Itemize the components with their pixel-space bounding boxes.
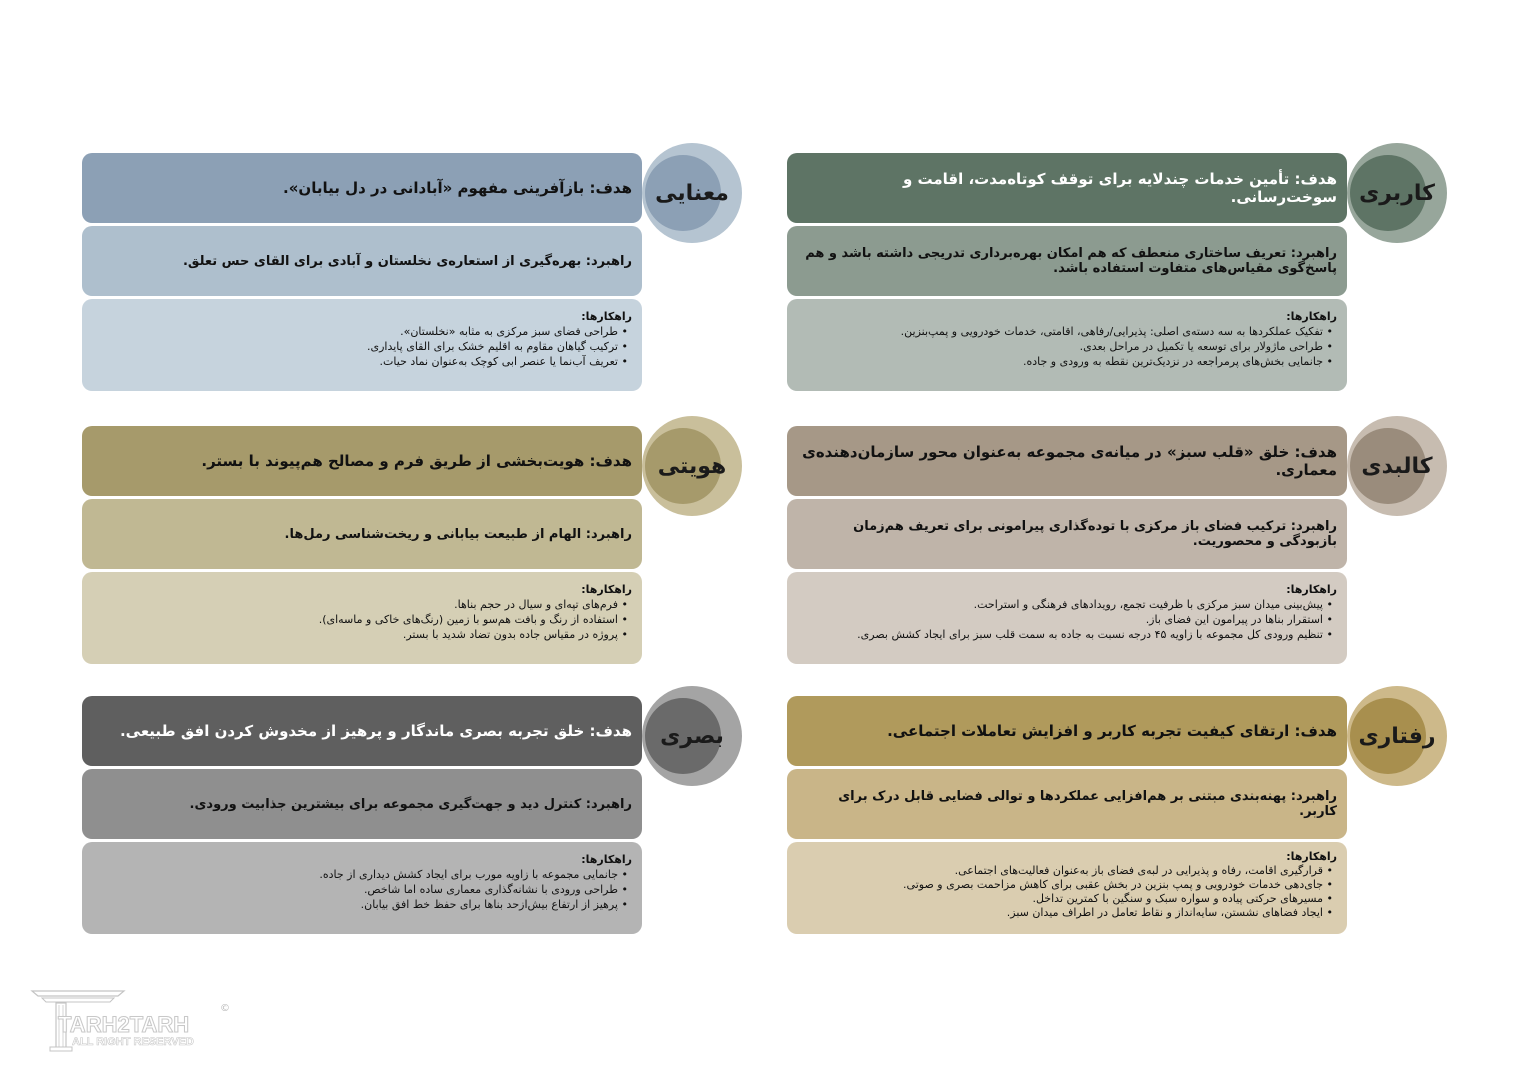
solution-item: • قرارگیری اقامت، رفاه و پذیرایی در لبه‌ی فضای باز به‌عنوان فعالیت‌های اجتماعی.	[797, 864, 1323, 878]
solutions-title: راهکارها:	[1286, 310, 1337, 323]
card-karbari	[787, 153, 1447, 393]
watermark-logo	[28, 985, 238, 1055]
solutions-bar	[82, 572, 642, 664]
solution-item: • جانمایی مجموعه با زاویه مورب برای ایجاد کشش دیداری از جاده.	[92, 867, 618, 882]
strategy-text: راهبرد: کنترل دید و جهت‌گیری مجموعه برای بیشترین جذابیت ورودی.	[189, 796, 632, 812]
solutions-list	[92, 597, 632, 642]
card-label: بصری	[660, 723, 724, 749]
solution-item: • استفاده از رنگ و بافت هم‌سو با زمین (رنگ‌های خاکی و ماسه‌ای).	[92, 612, 618, 627]
strategy-bar	[787, 226, 1347, 296]
goal-text: هدف: بازآفرینی مفهوم «آبادانی در دل بیابان».	[283, 179, 632, 197]
solution-item: • تنظیم ورودی کل مجموعه با زاویه ۴۵ درجه نسبت به جاده به سمت قلب سبز برای ایجاد کشش بصری.	[797, 627, 1323, 642]
solution-item: • ایجاد فضاهای نشستن، سایه‌انداز و نقاط تعامل در اطراف میدان سبز.	[797, 906, 1323, 920]
strategy-text: راهبرد: ترکیب فضای باز مرکزی با توده‌گذاری پیرامونی برای تعریف هم‌زمان بازبودگی و محصوریت.	[853, 519, 1337, 549]
solutions-bar	[787, 842, 1347, 934]
card-label: هویتی	[657, 453, 727, 479]
strategy-bar	[787, 499, 1347, 569]
logo-tagline: ALL RIGHT RESERVED	[72, 1036, 194, 1048]
solutions-bar	[82, 842, 642, 934]
solution-item: • مسیرهای حرکتی پیاده و سواره سبک و سنگین با کمترین تداخل.	[797, 892, 1323, 906]
copyright-mark: ©	[220, 1003, 230, 1014]
card-label: رفتاری	[1358, 723, 1436, 749]
solutions-bar	[787, 572, 1347, 664]
solution-item: • پرهیز از ارتفاع بیش‌ازحد بناها برای حفظ خط افق بیابان.	[92, 897, 618, 912]
card-manaei	[82, 153, 742, 393]
goal-bar	[787, 426, 1347, 496]
solution-item: • جانمایی بخش‌های پرمراجعه در نزدیک‌ترین نقطه به ورودی و جاده.	[797, 354, 1323, 369]
logo-name: TARH2TARH	[58, 1012, 190, 1037]
solutions-title: راهکارها:	[1286, 850, 1337, 863]
solutions-list	[797, 597, 1337, 642]
strategy-text: راهبرد: پهنه‌بندی مبتنی بر هم‌افزایی عملکردها و توالی فضایی قابل درک برای کاربر.	[838, 789, 1337, 819]
solution-item: • ترکیب گیاهان مقاوم به اقلیم خشک برای القای پایداری.	[92, 339, 618, 354]
goal-bar	[787, 696, 1347, 766]
strategy-bar	[787, 769, 1347, 839]
card-hoviyati	[82, 426, 742, 666]
solutions-title: راهکارها:	[1286, 583, 1337, 596]
strategy-bar	[82, 226, 642, 296]
strategy-text: راهبرد: الهام از طبیعت بیابانی و ریخت‌شناسی رمل‌ها.	[284, 526, 632, 542]
strategy-text: راهبرد: تعریف ساختاری منعطف که هم امکان بهره‌برداری تدریجی داشته باشد و هم پاسخ‌گوی مقیاس‌های متفاوت استفاده باشد.	[805, 246, 1337, 276]
solutions-bar	[82, 299, 642, 391]
solution-item: • فرم‌های تپه‌ای و سیال در حجم بناها.	[92, 597, 618, 612]
card-basari	[82, 696, 742, 936]
solutions-bar	[787, 299, 1347, 391]
solutions-list	[797, 864, 1337, 920]
card-label: معنایی	[655, 180, 729, 206]
goal-text: هدف: تأمین خدمات چندلایه برای توقف کوتاه‌مدت، اقامت و سوخت‌رسانی.	[902, 170, 1337, 206]
goal-text: هدف: هویت‌بخشی از طریق فرم و مصالح هم‌پیوند با بستر.	[201, 452, 632, 470]
strategy-bar	[82, 769, 642, 839]
strategy-bar	[82, 499, 642, 569]
card-kalbadi	[787, 426, 1447, 666]
solution-item: • طراحی ماژولار برای توسعه یا تکمیل در مراحل بعدی.	[797, 339, 1323, 354]
strategy-text: راهبرد: بهره‌گیری از استعاره‌ی نخلستان و آبادی برای القای حس تعلق.	[182, 253, 632, 269]
goal-text: هدف: ارتقای کیفیت تجربه کاربر و افزایش تعاملات اجتماعی.	[887, 722, 1337, 740]
solutions-list	[92, 867, 632, 912]
solution-item: • استقرار بناها در پیرامون این فضای باز.	[797, 612, 1323, 627]
card-label: کالبدی	[1361, 453, 1433, 479]
goal-bar	[82, 696, 642, 766]
solutions-list	[92, 324, 632, 369]
goal-text: هدف: خلق «قلب سبز» در میانه‌ی مجموعه به‌عنوان محور سازمان‌دهنده‌ی معماری.	[802, 443, 1337, 479]
solution-item: • پیش‌بینی میدان سبز مرکزی با ظرفیت تجمع، رویدادهای فرهنگی و استراحت.	[797, 597, 1323, 612]
solutions-title: راهکارها:	[581, 310, 632, 323]
solution-item: • طراحی ورودی با نشانه‌گذاری معماری ساده اما شاخص.	[92, 882, 618, 897]
goal-bar	[787, 153, 1347, 223]
solution-item: • تفکیک عملکردها به سه دسته‌ی اصلی: پذیرایی/رفاهی، اقامتی، خدمات خودرویی و پمپ‌بنزین.	[797, 324, 1323, 339]
solution-item: • طراحی فضای سبز مرکزی به مثابه «نخلستان».	[92, 324, 618, 339]
solution-item: • تعریف آب‌نما یا عنصر ابی کوچک به‌عنوان نماد حیات.	[92, 354, 618, 369]
goal-text: هدف: خلق تجربه بصری ماندگار و پرهیز از مخدوش کردن افق طبیعی.	[119, 722, 632, 740]
solution-item: • پروژه در مقیاس جاده بدون تضاد شدید با بستر.	[92, 627, 618, 642]
solutions-list	[797, 324, 1337, 369]
goal-bar	[82, 426, 642, 496]
goal-bar	[82, 153, 642, 223]
solutions-title: راهکارها:	[581, 853, 632, 866]
solutions-title: راهکارها:	[581, 583, 632, 596]
solution-item: • جای‌دهی خدمات خودرویی و پمپ بنزین در بخش عقبی برای کاهش مزاحمت بصری و صوتی.	[797, 878, 1323, 892]
card-label: کاربری	[1359, 180, 1435, 206]
card-raftari	[787, 696, 1447, 936]
